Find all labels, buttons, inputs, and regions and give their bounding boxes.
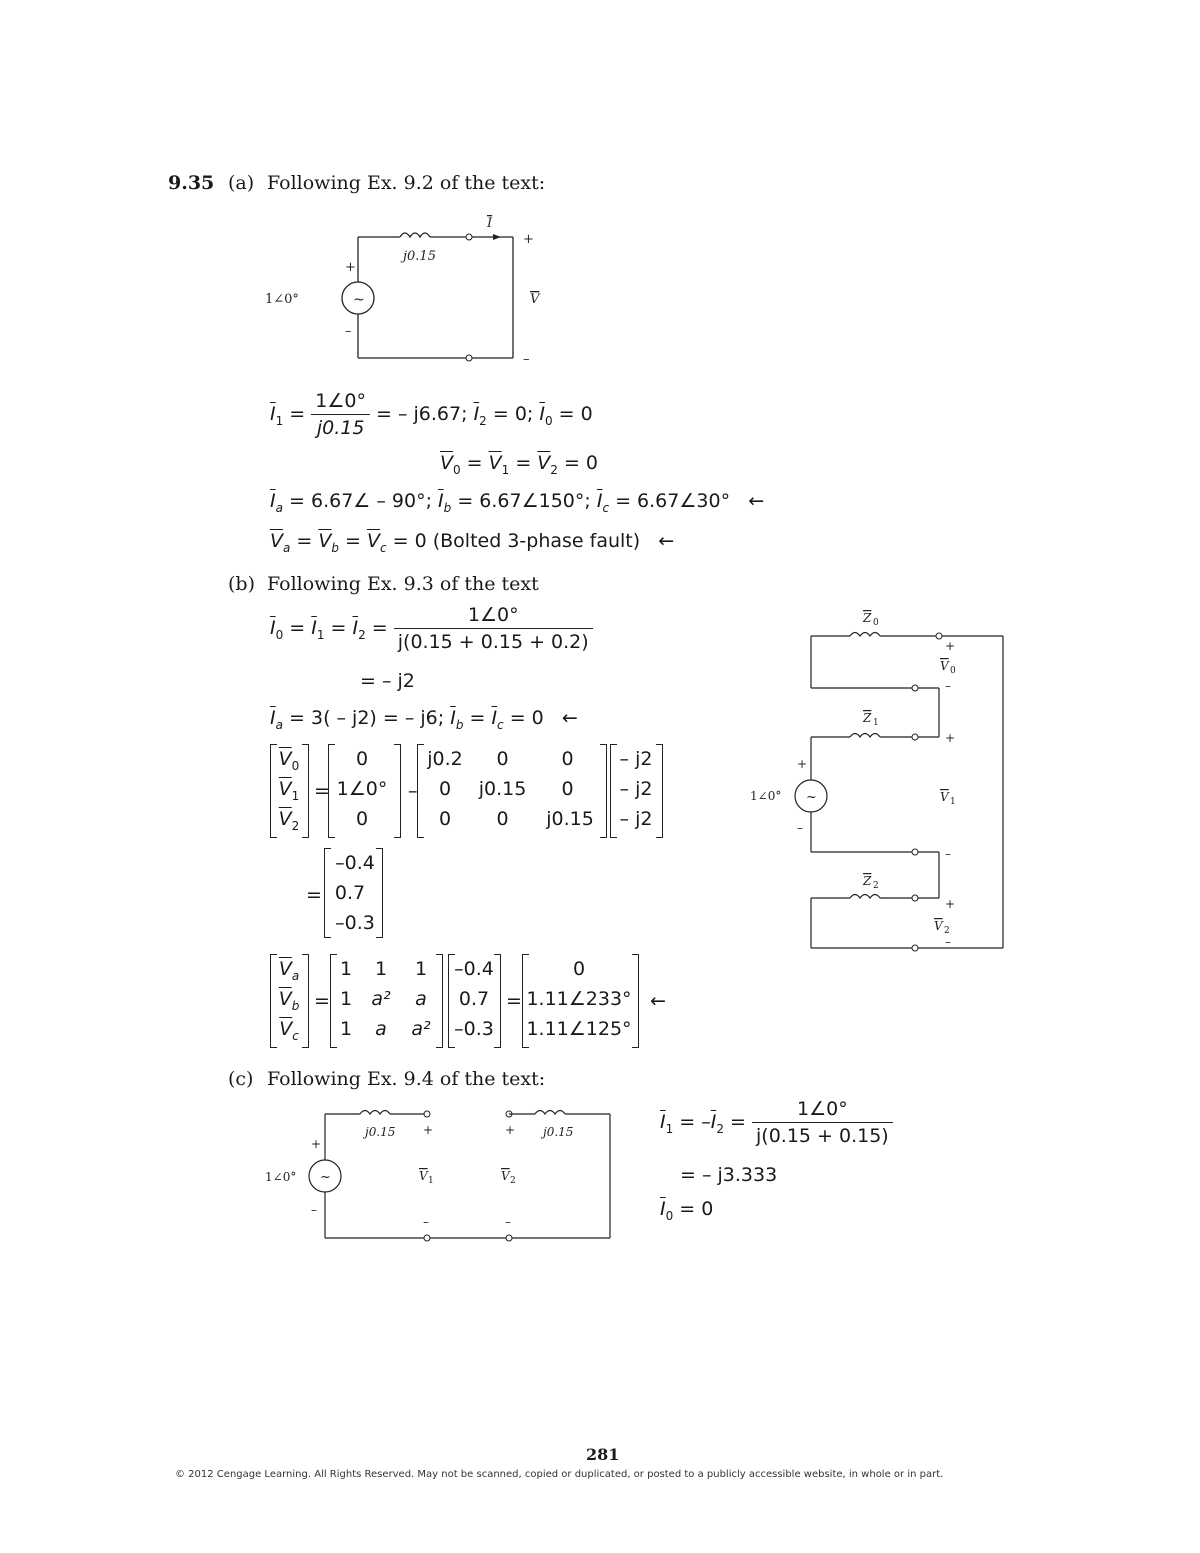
svg-text:V: V bbox=[419, 1169, 428, 1183]
equation-c2: = – j3.333 bbox=[680, 1164, 778, 1186]
part-b-label: (b) bbox=[228, 573, 255, 595]
svg-text:–: – bbox=[945, 679, 951, 693]
svg-text:+: + bbox=[945, 731, 956, 745]
svg-text:+: + bbox=[945, 639, 956, 653]
equation-b2: = – j2 bbox=[360, 670, 415, 692]
part-a-heading: Following Ex. 9.2 of the text: bbox=[267, 172, 546, 194]
svg-text:1: 1 bbox=[873, 718, 879, 728]
equation-a1: $\overline{I}_1$ = $\frac{1\angle 0^\circ}{j0.15}$ = – j6.67; $\overline{I}_2 = 0$; $\overline{I}_0 = 0$ bbox=[270, 390, 593, 439]
part-c-heading: Following Ex. 9.4 of the text: bbox=[267, 1068, 546, 1090]
svg-text:~: ~ bbox=[320, 1170, 331, 1185]
svg-text:1∠0°: 1∠0° bbox=[750, 789, 782, 803]
svg-text:V: V bbox=[530, 292, 540, 307]
svg-text:2: 2 bbox=[873, 881, 879, 891]
svg-text:+: + bbox=[423, 1123, 434, 1137]
source-tilde: ~ bbox=[353, 292, 365, 308]
svg-text:–: – bbox=[945, 935, 951, 949]
svg-text:+: + bbox=[311, 1137, 322, 1151]
svg-text:j0.15: j0.15 bbox=[543, 1125, 574, 1139]
svg-text:j0.15: j0.15 bbox=[365, 1125, 396, 1139]
equation-a2: $\overline{V}_0 = \overline{V}_1 = \overline{V}_2 = 0$ bbox=[440, 452, 599, 477]
svg-text:+: + bbox=[797, 757, 808, 771]
svg-text:~: ~ bbox=[806, 790, 817, 805]
svg-text:+: + bbox=[345, 260, 356, 275]
svg-text:Z: Z bbox=[863, 711, 872, 725]
svg-text:–: – bbox=[423, 1215, 429, 1229]
svg-text:–: – bbox=[345, 324, 352, 339]
part-a-label: (a) bbox=[228, 172, 255, 194]
svg-text:–: – bbox=[505, 1215, 511, 1229]
svg-text:+: + bbox=[945, 897, 956, 911]
matrix-equation-b1: $\overline{V}_0$ $\overline{V}_1$ $\overline{V}_2$ = 0 1∠0° 0 – j0.2 0 0 0 j0.15 0 0 0 j0.15 – j2 – j2 – j2 bbox=[270, 744, 670, 839]
svg-text:0: 0 bbox=[873, 618, 879, 628]
svg-text:–: – bbox=[797, 821, 803, 835]
svg-text:–: – bbox=[945, 847, 951, 861]
copyright-notice: © 2012 Cengage Learning. All Rights Reserved. May not be scanned, copied or duplicated, or posted to a publicly accessible website, in whole or in part. bbox=[175, 1469, 944, 1480]
svg-text:V: V bbox=[940, 790, 949, 804]
svg-text:+: + bbox=[505, 1123, 516, 1137]
part-b-heading: Following Ex. 9.3 of the text bbox=[267, 573, 539, 595]
matrix-equation-b3: $\overline{V}_a$ $\overline{V}_b$ $\overline{V}_c$ = 1 1 1 1 a² a 1 a a² –0.4 0.7 –0.3 = 0 1.11∠233° 1.11∠125° ← bbox=[270, 954, 690, 1049]
svg-text:1∠0°: 1∠0° bbox=[265, 1170, 297, 1184]
svg-text:Z: Z bbox=[863, 611, 872, 625]
part-c-label: (c) bbox=[228, 1068, 254, 1090]
equation-a4: $\overline{V}_a = \overline{V}_b = \overline{V}_c = 0$ (Bolted 3-phase fault) ← bbox=[270, 530, 675, 555]
equation-b3: $\overline{I}_a = 3( - j2)$ = – j6; $\overline{I}_b = \overline{I}_c = 0$ ← bbox=[270, 707, 578, 732]
impedance-label: j0.15 bbox=[403, 249, 436, 264]
circuit-a bbox=[255, 205, 595, 375]
circuit-b bbox=[745, 600, 1015, 960]
svg-text:V: V bbox=[501, 1169, 510, 1183]
equation-c1: $\overline{I}_1 = -\overline{I}_2$ = $\frac{1\angle 0^\circ}{j(0.15 + 0.15)}$ bbox=[660, 1098, 893, 1147]
svg-text:–: – bbox=[311, 1203, 317, 1217]
matrix-result-b: = –0.4 0.7 –0.3 bbox=[306, 848, 396, 940]
equation-a3: $\overline{I}_a$ = 6.67∠ – 90°; $\overline{I}_b$ = 6.67∠150°; $\overline{I}_c$ = 6.67∠30° ← bbox=[270, 490, 765, 515]
svg-text:–: – bbox=[523, 352, 530, 367]
equation-c3: $\overline{I}_0 = 0$ bbox=[660, 1198, 714, 1223]
page-number: 281 bbox=[586, 1445, 620, 1464]
svg-text:+: + bbox=[523, 232, 534, 247]
svg-text:Z: Z bbox=[863, 874, 872, 888]
problem-number: 9.35 bbox=[168, 172, 215, 194]
source-label: 1∠0° bbox=[265, 292, 299, 307]
svg-text:V: V bbox=[940, 659, 949, 673]
svg-text:2: 2 bbox=[510, 1176, 516, 1186]
svg-text:1: 1 bbox=[950, 797, 956, 807]
svg-text:0: 0 bbox=[950, 666, 956, 676]
svg-text:2: 2 bbox=[944, 926, 950, 936]
svg-text:1: 1 bbox=[428, 1176, 434, 1186]
svg-text:V: V bbox=[934, 919, 943, 933]
circuit-c bbox=[255, 1098, 620, 1248]
svg-text:I: I bbox=[487, 216, 493, 231]
equation-b1: $\overline{I}_0 = \overline{I}_1 = \overline{I}_2$ = $\frac{1\angle 0^\circ}{j(0.15 + 0.15 + 0.2)}$ bbox=[270, 604, 593, 653]
